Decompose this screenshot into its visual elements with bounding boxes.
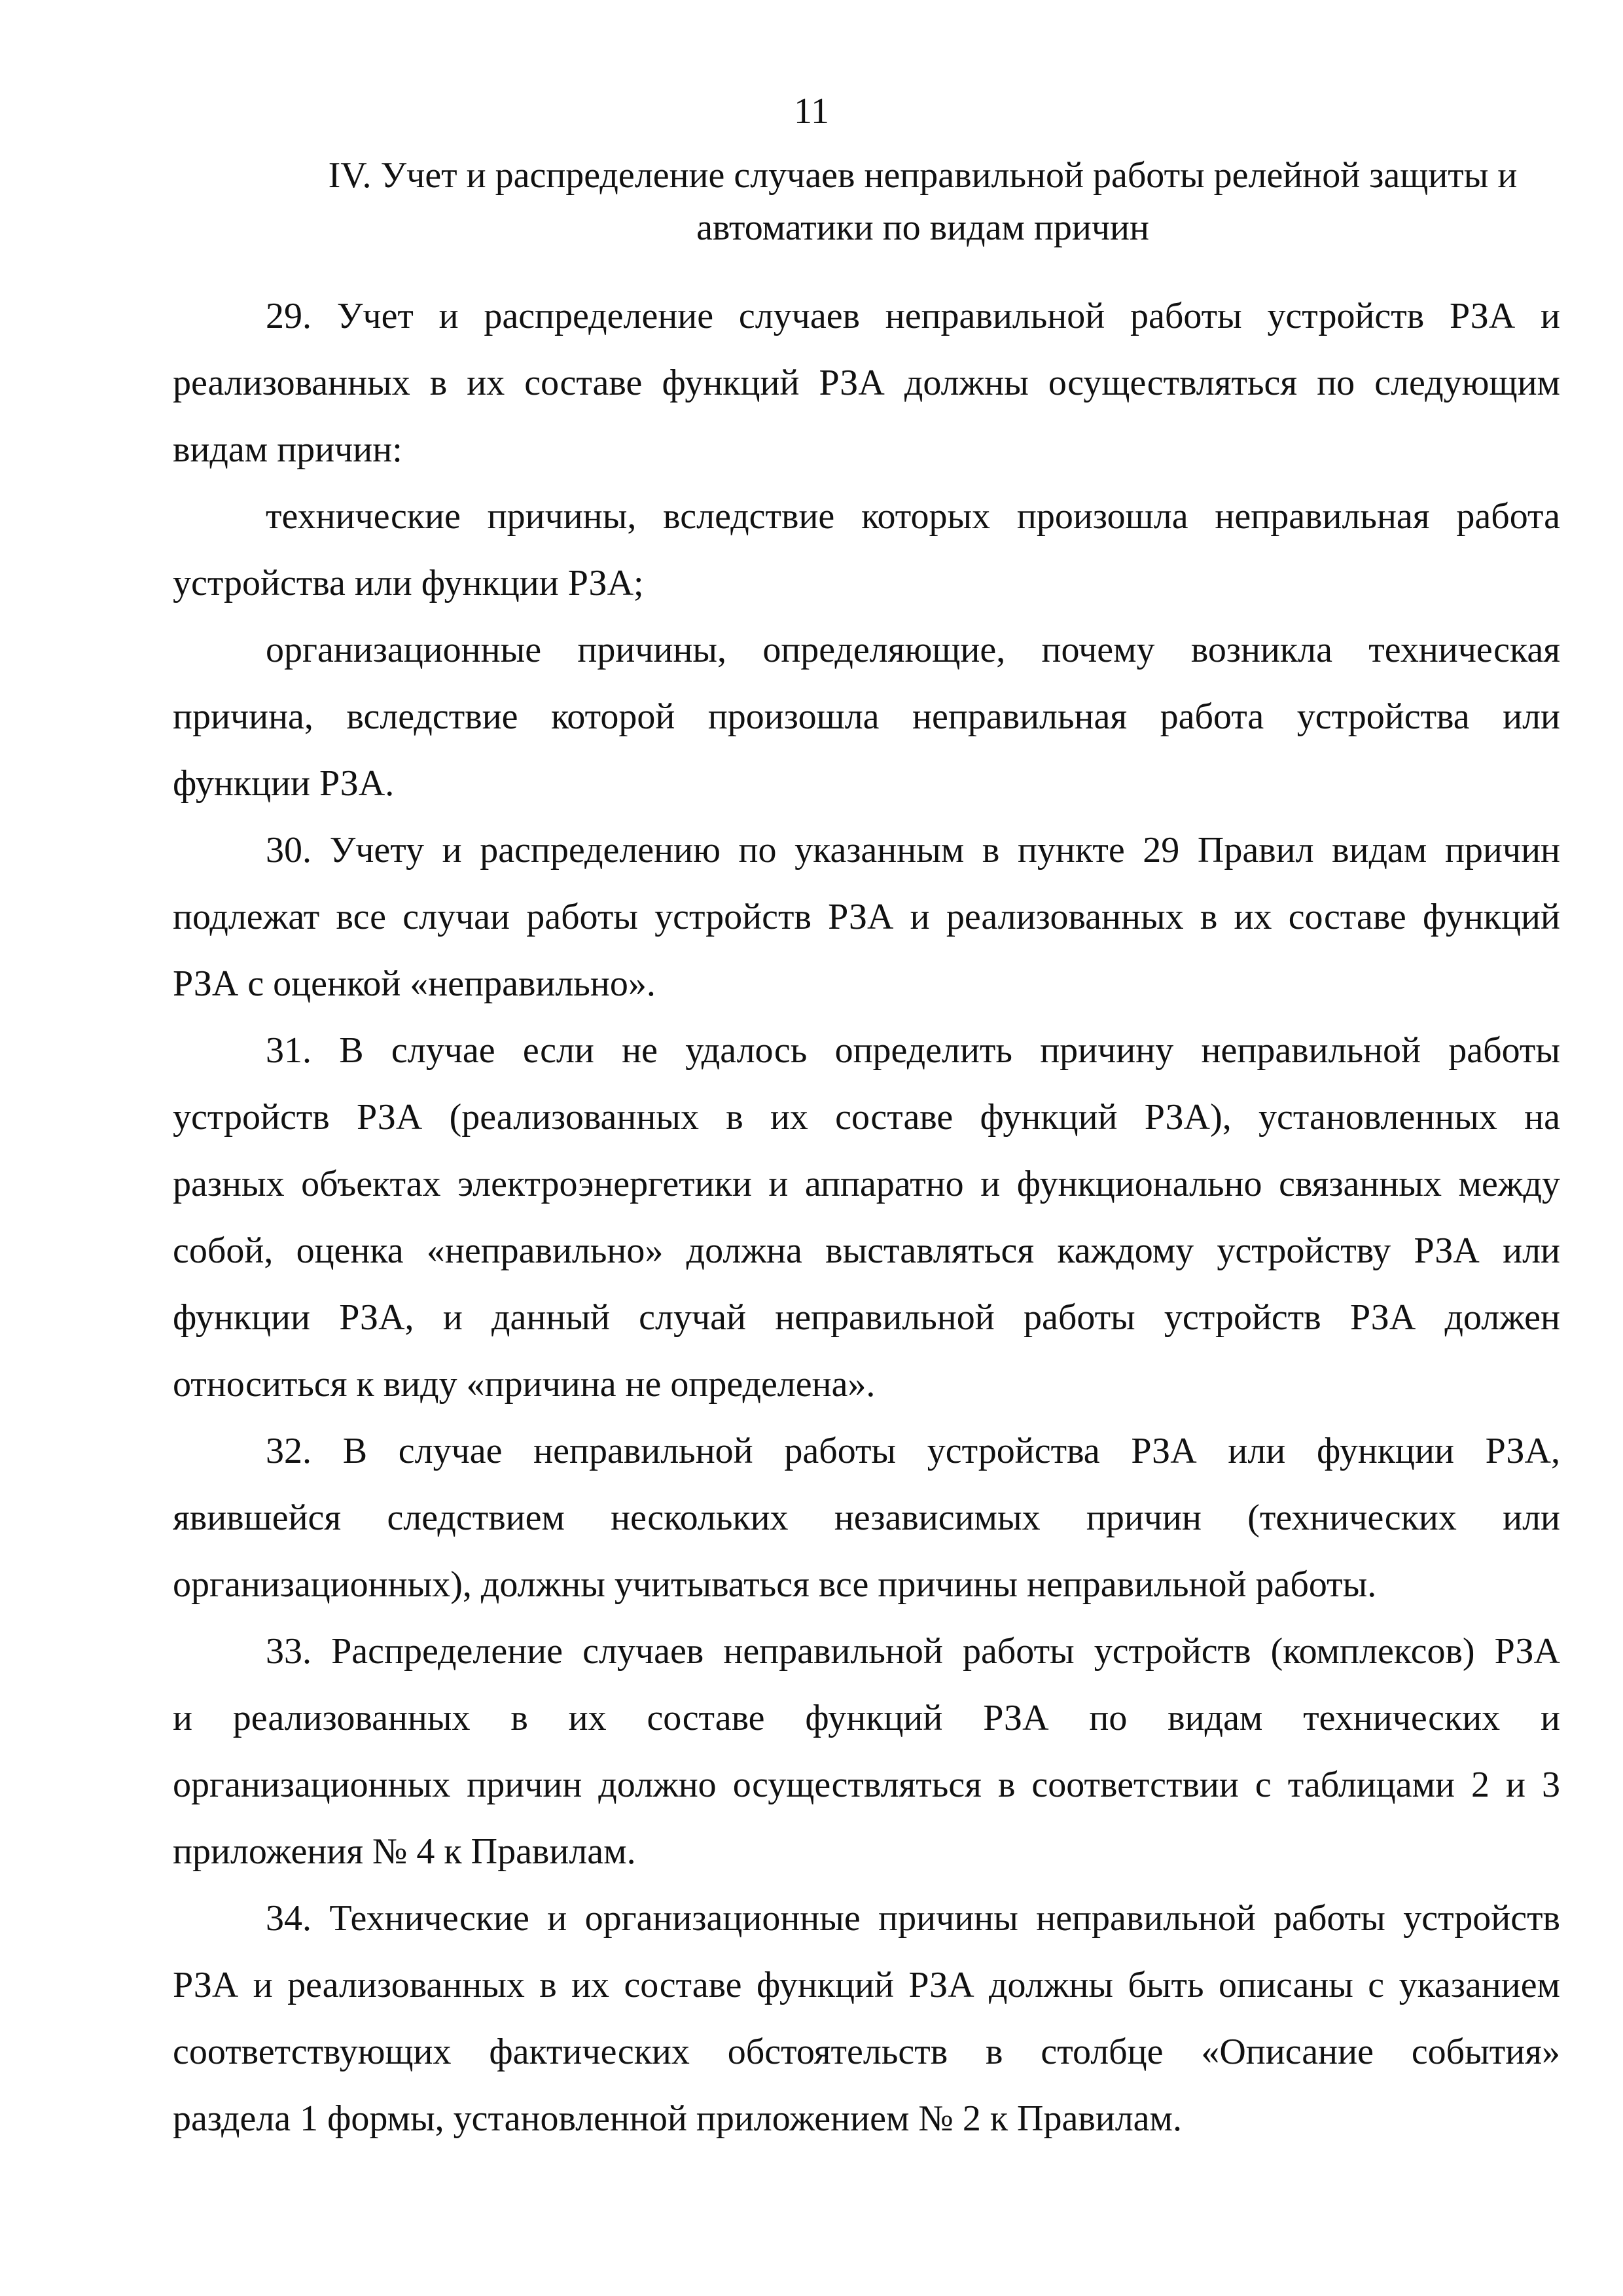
text-line: видам причин:: [173, 429, 402, 470]
text-line: 32. В случае неправильной работы устройства РЗА или функции РЗА,: [266, 1431, 1560, 1471]
text-line: и реализованных в их составе функций РЗА по видам технических и: [173, 1698, 1560, 1738]
text-line: технические причины, вследствие которых произошла неправильная работа: [266, 496, 1560, 537]
paragraph-30: [173, 817, 1560, 1017]
text-line: причина, вследствие которой произошла неправильная работа устройства или: [173, 696, 1560, 737]
text-line: устройства или функции РЗА;: [173, 563, 644, 603]
paragraph-29: [173, 283, 1560, 483]
text-line: 30. Учету и распределению по указанным в пункте 29 Правил видам причин: [266, 830, 1560, 870]
text-line: 29. Учет и распределение случаев неправильной работы устройств РЗА и: [266, 296, 1560, 336]
paragraph-33: [173, 1618, 1560, 1885]
paragraph-31: [173, 1017, 1560, 1418]
text-line: 33. Распределение случаев неправильной работы устройств (комплексов) РЗА: [266, 1631, 1560, 1672]
text-line: приложения № 4 к Правилам.: [173, 1831, 636, 1872]
text-line: организационных), должны учитываться все причины неправильной работы.: [173, 1564, 1377, 1605]
text-line: относиться к виду «причина не определена».: [173, 1364, 876, 1405]
text-line: собой, оценка «неправильно» должна выставляться каждому устройству РЗА или: [173, 1230, 1560, 1271]
text-line: РЗА с оценкой «неправильно».: [173, 963, 656, 1004]
paragraph-32: [173, 1418, 1560, 1618]
text-line: организационных причин должно осуществляться в соответствии с таблицами 2 и 3: [173, 1765, 1560, 1805]
text-line: явившейся следствием нескольких независимых причин (технических или: [173, 1498, 1560, 1538]
paragraph-technical-causes: [173, 483, 1560, 617]
text-line: 31. В случае если не удалось определить причину неправильной работы: [266, 1030, 1560, 1071]
body-text: [173, 283, 1560, 2152]
section-title: [288, 149, 1558, 254]
paragraph-34: [173, 1885, 1560, 2152]
text-line: подлежат все случаи работы устройств РЗА и реализованных в их составе функций: [173, 897, 1560, 937]
text-line: устройств РЗА (реализованных в их составе функций РЗА), установленных на: [173, 1097, 1560, 1138]
text-line: реализованных в их составе функций РЗА должны осуществляться по следующим: [173, 363, 1560, 403]
text-line: функции РЗА, и данный случай неправильной работы устройств РЗА должен: [173, 1297, 1560, 1338]
text-line: разных объектах электроэнергетики и аппаратно и функционально связанных между: [173, 1164, 1560, 1204]
paragraph-organizational-causes: [173, 617, 1560, 817]
text-line: 34. Технические и организационные причины неправильной работы устройств: [266, 1898, 1560, 1939]
text-line: функции РЗА.: [173, 763, 395, 804]
text-line: соответствующих фактических обстоятельств в столбце «Описание события»: [173, 2032, 1560, 2072]
section-title-line: автоматики по видам причин: [696, 207, 1149, 248]
page-number: 11: [794, 91, 829, 132]
text-line: РЗА и реализованных в их составе функций РЗА должны быть описаны с указанием: [173, 1965, 1560, 2005]
text-line: раздела 1 формы, установленной приложением № 2 к Правилам.: [173, 2098, 1182, 2139]
text-line: организационные причины, определяющие, почему возникла техническая: [266, 630, 1560, 670]
section-title-line: IV. Учет и распределение случаев неправильной работы релейной защиты и: [328, 155, 1518, 196]
